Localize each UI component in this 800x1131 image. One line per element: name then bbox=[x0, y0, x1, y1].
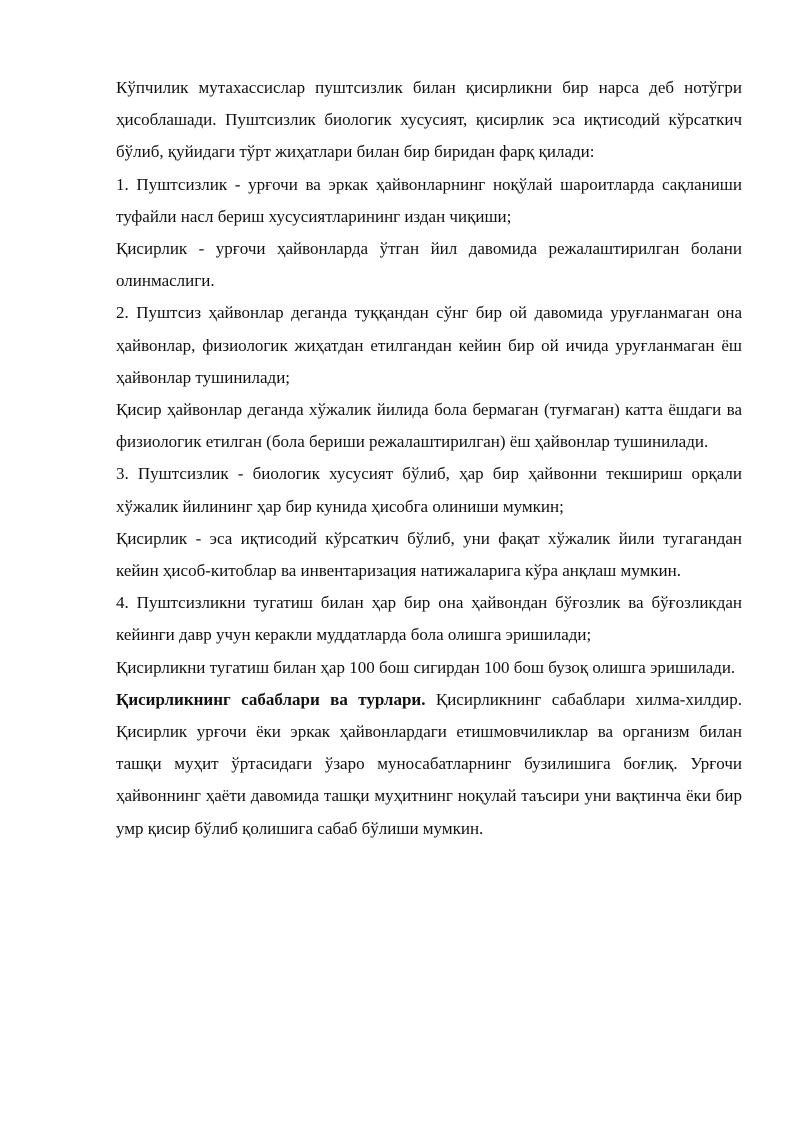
section-body: Қисирликнинг сабаблари хилма-хилдир. Қисирлик урғочи ёки эркак ҳайвонлардаги етишмовчиликлар ва организм билан ташқи муҳит ўртасидаги ўзаро муносабатларнинг бузилишига боғлиқ. Урғочи ҳайвоннинг ҳаёти давомида ташқи муҳитнинг ноқулай таъсири уни вақтинча ёки бир умр қисир бўлиб қолишига сабаб бўлиши мумкин. bbox=[116, 689, 742, 838]
paragraph-point-4: 4. Пуштсизликни тугатиш билан ҳар бир она ҳайвондан бўғозлик ва бўғозликдан кейинги давр учун керакли муддатларда бола олишга эришилади; bbox=[116, 593, 742, 645]
paragraph-point-3-infertility: Қисирлик - эса иқтисодий кўрсаткич бўлиб, уни фақат хўжалик йили тугагандан кейин ҳисоб-китоблар ва инвентаризация натижаларига кўра анқлаш мумкин. bbox=[116, 528, 742, 581]
section-heading: Қисирликнинг сабаблари ва турлари. bbox=[116, 689, 426, 709]
document-page bbox=[116, 72, 742, 845]
paragraph-point-3: 3. Пуштсизлик - биологик хусусият бўлиб, ҳар бир ҳайвонни текшириш орқали хўжалик йилининг ҳар бир кунида ҳисобга олиниши мумкин; bbox=[116, 464, 742, 516]
paragraph-point-2-infertility: Қисир ҳайвонлар деганда хўжалик йилида бола бермаган (туғмаган) катта ёшдаги ва физиологик етилган (бола бериши режалаштирилган) ёш ҳайвонлар тушинилади. bbox=[116, 400, 742, 452]
section-paragraph bbox=[116, 684, 742, 845]
paragraph-point-1-infertility: Қисирлик - урғочи ҳайвонларда ўтган йил давомида режалаштирилган болани олинмаслиги. bbox=[116, 239, 742, 291]
paragraph-point-2: 2. Пуштсиз ҳайвонлар деганда туққандан сўнг бир ой давомида уруғланмаган она ҳайвонлар, физиологик жиҳатдан етилгандан кейин бир ой ичида уруғланмаган ёш ҳайвонлар тушинилади; bbox=[116, 303, 742, 387]
paragraph-point-4-infertility: Қисирликни тугатиш билан ҳар 100 бош сигирдан 100 бош бузоқ олишга эришилади. bbox=[116, 657, 736, 677]
paragraph-point-1: 1. Пуштсизлик - урғочи ва эркак ҳайвонларнинг ноқўлай шароитларда сақланиши туфайли насл бериш хусусиятларининг издан чиқиши; bbox=[116, 174, 742, 226]
paragraph-intro: Кўпчилик мутахассислар пуштсизлик билан қисирликни бир нарса деб нотўгри ҳисоблашади. Пуштсизлик биологик хусусият, қисирлик эса иқтисодий кўрсаткич бўлиб, қуйидаги тўрт жиҳатлари билан бир биридан фарқ қилади: bbox=[116, 78, 742, 162]
